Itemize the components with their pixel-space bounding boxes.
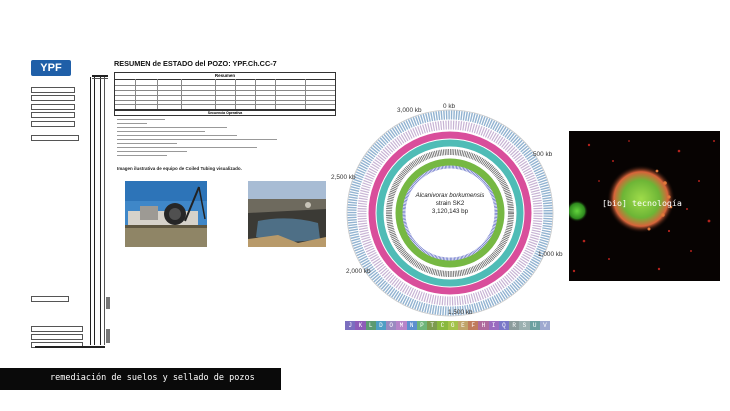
cog-t: T bbox=[427, 321, 437, 330]
caption-text: remediación de suelos y sellado de pozos bbox=[50, 373, 255, 383]
cog-r: R bbox=[509, 321, 519, 330]
cog-i: I bbox=[489, 321, 499, 330]
sequence-header: Secuencia Operativa bbox=[114, 110, 336, 116]
kb-label-1000: 1,000 kb bbox=[538, 251, 563, 258]
cog-l: L bbox=[366, 321, 376, 330]
kb-label-2000: 2,000 kb bbox=[346, 268, 371, 275]
cog-j: J bbox=[345, 321, 355, 330]
cog-h: H bbox=[478, 321, 488, 330]
cog-v: V bbox=[540, 321, 550, 330]
fluorescence-micrograph bbox=[569, 131, 720, 281]
cog-d: D bbox=[376, 321, 386, 330]
cog-u: U bbox=[530, 321, 540, 330]
cog-s: S bbox=[519, 321, 529, 330]
kb-label-500: 500 kb bbox=[533, 151, 553, 158]
cog-p: P bbox=[417, 321, 427, 330]
photos-caption: Imagen ilustrativa de equipo de Coiled Tubing visualizado. bbox=[117, 166, 242, 171]
coiled-tubing-photo bbox=[125, 181, 207, 247]
cog-c: C bbox=[437, 321, 447, 330]
kb-label-0: 0 kb bbox=[443, 103, 456, 110]
cog-k: K bbox=[355, 321, 365, 330]
summary-table-header: Resumen bbox=[115, 73, 335, 80]
cog-e: E bbox=[458, 321, 468, 330]
cog-category-legend bbox=[345, 321, 550, 330]
genome-circular-map bbox=[334, 97, 566, 329]
cog-q: Q bbox=[499, 321, 509, 330]
strain-name: strain SK2 bbox=[435, 200, 465, 207]
kb-label-3000: 3,000 kb bbox=[397, 107, 422, 114]
oil-spill-photo bbox=[248, 181, 326, 247]
kb-label-1500: 1,500 kb bbox=[448, 309, 473, 316]
summary-table bbox=[114, 72, 336, 110]
cog-o: O bbox=[386, 321, 396, 330]
cog-g: G bbox=[448, 321, 458, 330]
cog-m: M bbox=[396, 321, 406, 330]
kb-label-2500: 2,500 kb bbox=[331, 174, 356, 181]
cog-f: F bbox=[468, 321, 478, 330]
cog-n: N bbox=[407, 321, 417, 330]
well-status-document bbox=[27, 55, 335, 348]
ypf-logo: YPF bbox=[31, 60, 71, 76]
document-title: RESUMEN de ESTADO del POZO: YPF.Ch.CC-7 bbox=[114, 59, 277, 68]
organism-name: Alcanivorax borkumensis bbox=[415, 192, 485, 199]
bio-technology-label: [bio] tecnología bbox=[602, 198, 682, 208]
genome-length: 3,120,143 bp bbox=[431, 208, 469, 215]
caption-bar bbox=[0, 368, 281, 390]
